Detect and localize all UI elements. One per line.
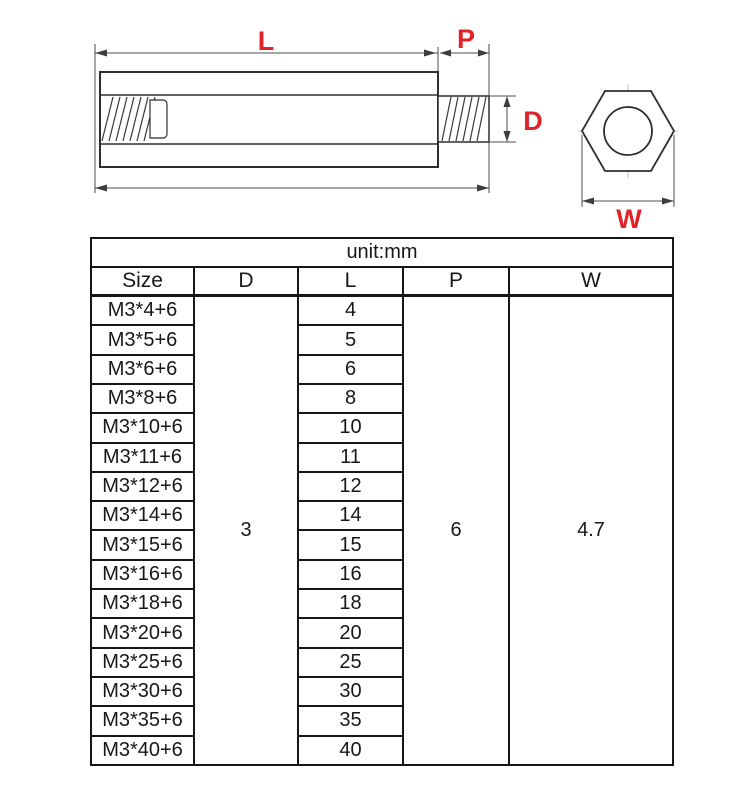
threaded-bore-circle: [604, 107, 652, 155]
col-header-d: D: [194, 267, 298, 296]
size-cell: M3*14+6: [91, 501, 194, 530]
size-cell: M3*40+6: [91, 736, 194, 765]
size-cell: M3*20+6: [91, 618, 194, 647]
standoff-technical-drawing: [0, 0, 738, 230]
table-row: [91, 296, 673, 326]
dimension-overall-length: [95, 185, 489, 192]
label-L: L: [257, 26, 275, 56]
label-P: P: [456, 24, 476, 54]
l-value-cell: 5: [298, 325, 403, 354]
size-cell: M3*8+6: [91, 384, 194, 413]
l-value-cell: 40: [298, 736, 403, 765]
unit-row: [91, 238, 673, 267]
hex-end-view: [578, 84, 678, 207]
l-value-cell: 4: [298, 296, 403, 326]
label-D: D: [523, 106, 543, 136]
l-value-cell: 20: [298, 618, 403, 647]
unit-note: unit:mm: [91, 238, 673, 267]
w-value-cell: 4.7: [509, 296, 673, 766]
male-thread-stud: [438, 96, 489, 142]
l-value-cell: 12: [298, 472, 403, 501]
l-value-cell: 16: [298, 560, 403, 589]
size-cell: M3*11+6: [91, 443, 194, 472]
size-cell: M3*35+6: [91, 706, 194, 735]
size-cell: M3*15+6: [91, 530, 194, 559]
l-value-cell: 11: [298, 443, 403, 472]
size-cell: M3*5+6: [91, 325, 194, 354]
size-cell: M3*10+6: [91, 413, 194, 442]
d-value-cell: 3: [194, 296, 298, 766]
l-value-cell: 18: [298, 589, 403, 618]
l-value-cell: 25: [298, 648, 403, 677]
size-cell: M3*18+6: [91, 589, 194, 618]
dimension-D: [504, 96, 511, 142]
l-value-cell: 30: [298, 677, 403, 706]
l-value-cell: 10: [298, 413, 403, 442]
col-header-size: Size: [91, 267, 194, 296]
size-cell: M3*6+6: [91, 355, 194, 384]
p-value-cell: 6: [403, 296, 509, 766]
l-value-cell: 6: [298, 355, 403, 384]
size-cell: M3*4+6: [91, 296, 194, 326]
col-header-w: W: [509, 267, 673, 296]
size-cell: M3*12+6: [91, 472, 194, 501]
l-value-cell: 15: [298, 530, 403, 559]
size-cell: M3*30+6: [91, 677, 194, 706]
l-value-cell: 14: [298, 501, 403, 530]
col-header-p: P: [403, 267, 509, 296]
size-cell: M3*25+6: [91, 648, 194, 677]
size-cell: M3*16+6: [91, 560, 194, 589]
col-header-l: L: [298, 267, 403, 296]
header-row: [91, 267, 673, 296]
spec-table: [90, 237, 674, 766]
l-value-cell: 8: [298, 384, 403, 413]
l-value-cell: 35: [298, 706, 403, 735]
label-W: W: [616, 204, 642, 230]
